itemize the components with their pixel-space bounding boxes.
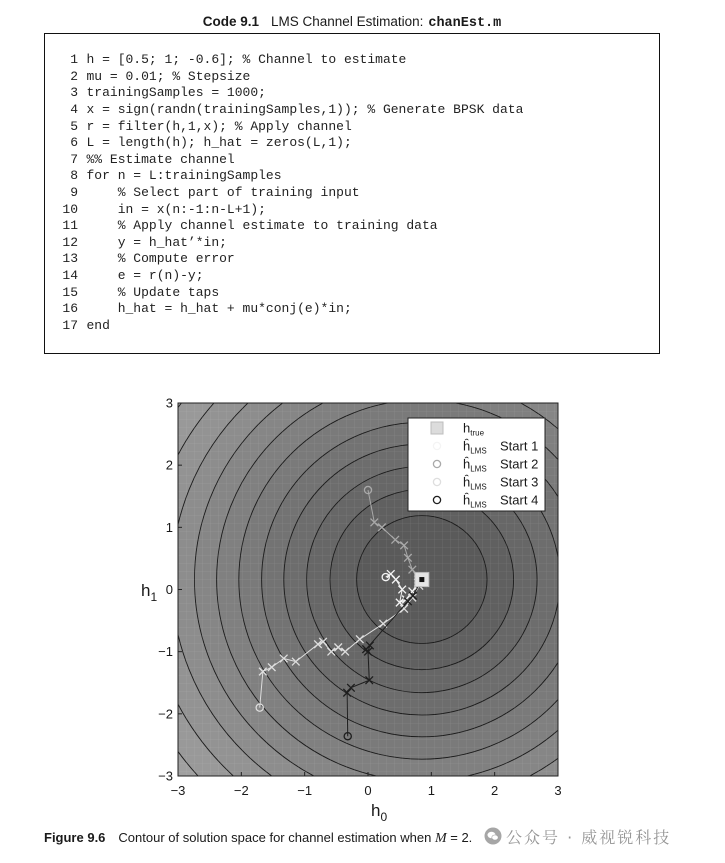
code-text: mu = 0.01; % Stepsize: [86, 68, 251, 84]
line-number: 9: [70, 184, 78, 200]
code-label: Code 9.1: [202, 14, 260, 29]
y-axis-label: [141, 581, 157, 604]
code-text: in = x(n:-1:n-L+1);: [86, 201, 266, 217]
legend-series-name: Start 3: [500, 474, 539, 490]
code-title: [44, 13, 660, 33]
code-text: h = [0.5; 1; -0.6]; % Channel to estimate: [86, 52, 407, 68]
code-line: [45, 235, 523, 252]
line-number: 5: [70, 118, 78, 134]
x-tick-label: 0: [364, 783, 372, 798]
line-number: 10: [62, 201, 78, 217]
legend-subscript: LMS: [470, 446, 487, 456]
contour-figure: [130, 395, 570, 827]
line-number: 1: [70, 52, 78, 68]
true-channel-marker-center: [419, 577, 424, 582]
line-number: 6: [70, 135, 78, 151]
code-title-text: LMS Channel Estimation:: [271, 14, 424, 29]
legend-subscript: LMS: [470, 482, 487, 492]
line-number: 8: [70, 168, 78, 184]
code-text: end: [86, 317, 110, 333]
legend-marker-true: [431, 422, 443, 434]
caption-text: Contour of solution space for channel estimation when: [118, 830, 435, 845]
wechat-icon: [484, 827, 502, 845]
y-axis-symbol: h: [141, 581, 151, 600]
legend-symbol: h: [463, 420, 471, 436]
line-number: 11: [62, 218, 78, 234]
legend-symbol: ĥ: [463, 492, 471, 508]
watermark-text: 公众号 · 威视锐科技: [506, 827, 672, 847]
line-number: 7: [70, 151, 78, 167]
x-axis-label: [371, 801, 387, 824]
y-tick-label: −1: [158, 644, 173, 660]
code-line: [45, 152, 523, 169]
x-axis-symbol: h: [371, 801, 381, 820]
code-text: y = h_hat’*in;: [86, 234, 227, 250]
code-line: [45, 301, 523, 318]
legend-symbol: ĥ: [463, 438, 471, 454]
code-text: L = length(h); h_hat = zeros(L,1);: [86, 135, 352, 151]
x-axis-subscript: 0: [380, 810, 388, 824]
code-line: [45, 218, 523, 235]
caption-suffix: = 2.: [446, 830, 473, 845]
y-tick-label: −3: [158, 768, 173, 784]
code-line: [45, 85, 523, 102]
x-tick-label: 2: [491, 783, 499, 798]
legend-subscript: LMS: [470, 500, 487, 510]
code-listing-box: [44, 33, 660, 354]
code-text: %% Estimate channel: [86, 151, 235, 167]
legend-series-name: Start 4: [500, 492, 539, 508]
legend-series-name: Start 1: [500, 438, 539, 454]
x-tick-label: 1: [427, 783, 435, 798]
line-number: 17: [62, 317, 78, 333]
x-tick-label: 3: [554, 783, 562, 798]
legend-subscript: true: [470, 428, 485, 438]
legend-series-name: Start 2: [500, 456, 539, 472]
code-text: % Apply channel estimate to training data: [86, 218, 438, 234]
code-line: [45, 119, 523, 136]
code-filename: chanEst.m: [428, 16, 502, 31]
x-tick-label: −2: [233, 783, 249, 798]
line-number: 2: [70, 68, 78, 84]
line-number: 13: [62, 251, 78, 267]
legend-symbol: ĥ: [463, 456, 471, 472]
code-line: [45, 135, 523, 152]
code-line: [45, 202, 523, 219]
line-number: 16: [62, 301, 78, 317]
y-tick-label: −2: [158, 706, 173, 722]
code-line: [45, 69, 523, 86]
y-tick-label: 0: [165, 582, 173, 597]
y-tick-label: 3: [165, 395, 173, 411]
line-number: 4: [70, 101, 78, 117]
code-text: % Compute error: [86, 251, 235, 267]
code-text: for n = L:trainingSamples: [86, 168, 282, 184]
code-line: [45, 168, 523, 185]
code-line: [45, 52, 523, 69]
code-text: r = filter(h,1,x); % Apply channel: [86, 118, 352, 134]
y-tick-label: 1: [165, 519, 173, 535]
code-listing: [45, 52, 523, 334]
legend: [408, 418, 545, 511]
line-number: 15: [62, 284, 78, 300]
code-line: [45, 285, 523, 302]
line-number: 3: [70, 85, 78, 101]
legend-symbol: ĥ: [463, 474, 471, 490]
code-line: [45, 102, 523, 119]
x-tick-label: −1: [297, 783, 313, 798]
figure-label: Figure 9.6: [44, 830, 106, 845]
code-text: e = r(n)-y;: [86, 267, 204, 283]
legend-subscript: LMS: [470, 464, 487, 474]
figure-caption: [44, 829, 472, 848]
code-text: % Update taps: [86, 284, 220, 300]
code-line: [45, 268, 523, 285]
y-tick-label: 2: [165, 457, 173, 473]
y-axis-subscript: 1: [150, 590, 158, 604]
code-line: [45, 185, 523, 202]
code-text: trainingSamples = 1000;: [86, 85, 266, 101]
code-line: [45, 318, 523, 335]
x-tick-label: −3: [170, 783, 186, 798]
code-text: % Select part of training input: [86, 184, 360, 200]
code-line: [45, 251, 523, 268]
code-text: h_hat = h_hat + mu*conj(e)*in;: [86, 301, 352, 317]
code-text: x = sign(randn(trainingSamples,1)); % Generate BPSK data: [86, 101, 524, 117]
caption-variable: M: [434, 831, 447, 846]
watermark: [484, 826, 671, 846]
line-number: 12: [62, 234, 78, 250]
line-number: 14: [62, 267, 78, 283]
